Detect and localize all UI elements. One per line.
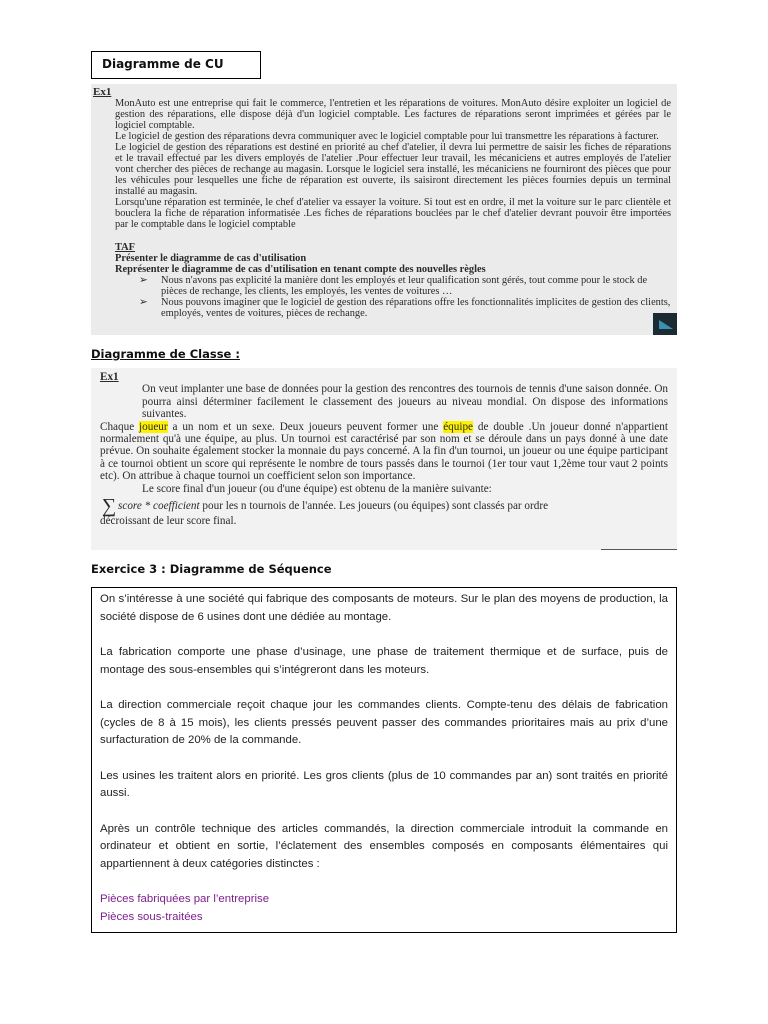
sequence-paragraph: La fabrication comporte une phase d’usinage, une phase de traitement thermique et de surface, puis de montage des sous-ensembles qui s’intégreront dans les moteurs. bbox=[100, 646, 668, 676]
classe-ex-label: Ex1 bbox=[100, 371, 119, 383]
classe-paragraph: On veut implanter une base de données pour la gestion des rencontres des tournois de tennis d'une saison donnée. On pourra ainsi déterminer facilement le classement des joueurs au niveau mondial. On dispose des informations suivantes. bbox=[142, 383, 668, 421]
sigma-symbol: ∑ bbox=[101, 495, 117, 518]
formula-row bbox=[100, 495, 668, 518]
formula: score * coefficient pour les n tournois de l'année. Les joueurs (ou équipes) sont classés par ordre bbox=[118, 499, 549, 512]
highlight-joueur: joueur bbox=[139, 420, 168, 433]
classe-paragraph: Chaque joueur a un nom et un sexe. Deux joueurs peuvent former une équipe de double .Un joueur donné n'appartient normalement qu'à une équipe, au plus. Un tournoi est caractérisé par son nom et se déroule dans un pays donné à une date prévue. On souhaite également stocker la monnaie du pays concerné. A la fin d'un tournoi, un joueur ou une équipe participant à ce tournoi obtient un score qui représente le nombre de tours passés dans le tournoi (1er tour vaut 1,2ème tour vaut 2 points etc). On attribue à chaque tournoi un coefficient selon son importance. bbox=[100, 420, 668, 483]
bullet-item bbox=[93, 275, 671, 297]
sequence-paragraph: Les usines les traitent alors en priorité. Les gros clients (plus de 10 commandes par an) sont traités en priorité aussi. bbox=[100, 769, 668, 799]
cu-paragraph: MonAuto est une entreprise qui fait le commerce, l'entretien et les réparations de voitures. MonAuto désire exploiter un logiciel de gestion des réparations, elle dispose déjà d'un logiciel comptable. Les factures de réparations seront imprimées et gérées par le logiciel comptable. bbox=[115, 98, 671, 131]
category-item: Pièces fabriquées par l’entreprise bbox=[100, 893, 270, 905]
cu-title: Diagramme de CU bbox=[102, 57, 224, 71]
cu-paragraph: Lorsqu'une réparation est terminée, le chef d'atelier va essayer la voiture. Si tout est en ordre, il met la voiture sur le parc clientèle et bouclera la fiche de réparation informatisée .Les fiches de réparations bouclées par le chef d'atelier devrant pouvoir être importées par le comptable dans le logiciel comptable bbox=[115, 197, 671, 230]
taf-label: TAF bbox=[115, 242, 136, 253]
cu-exercise-image bbox=[91, 84, 677, 335]
classe-paragraph: Le score final d'un joueur (ou d'une équipe) est obtenu de la manière suivante: bbox=[142, 482, 492, 495]
bullet-text: Nous pouvons imaginer que le logiciel de gestion des réparations offre les fonctionnalités implicites de gestion des clients, employés, ventes de voitures, pièces de rechange. bbox=[161, 297, 671, 319]
classe-exercise-image bbox=[91, 368, 677, 550]
taf-item: Présenter le diagramme de cas d'utilisation bbox=[115, 253, 307, 264]
category-item: Pièces sous-traitées bbox=[100, 910, 203, 923]
bullet-item bbox=[93, 297, 671, 319]
classe-heading: Diagramme de Classe : bbox=[91, 347, 240, 361]
sequence-paragraph: On s’intéresse à une société qui fabrique des composants de moteurs. Sur le plan des moyens de production, la société dispose de 6 usines dont une dédiée au montage. bbox=[100, 593, 668, 623]
sequence-paragraph: Après un contrôle technique des articles commandés, la direction commerciale introduit la commande en ordinateur et obtient en sortie, l’éclatement des ensembles composés en composants élémentaires qui appartiennent à deux catégories distinctes : bbox=[100, 822, 668, 870]
play-icon[interactable] bbox=[653, 313, 677, 335]
highlight-equipe: équipe bbox=[443, 420, 474, 433]
sequence-paragraph: La direction commerciale reçoit chaque jour les commandes clients. Compte-tenu des délais de fabrication (cycles de 8 à 15 mois), les clients pressés peuvent passer des commandes prioritaires mais au prix d’une surfacturation de 20% de la commande. bbox=[100, 699, 668, 746]
cu-paragraph: Le logiciel de gestion des réparations devra communiquer avec le logiciel comptable pour lui transmettre les réparations à facturer. bbox=[115, 131, 659, 142]
cu-paragraph: Le logiciel de gestion des réparations est destiné en priorité au chef d'atelier, il devra lui permettre de saisir les fiches de réparations et le travail effectué par les divers employés de l'atelier .Pour effectuer leur travail, les mécaniciens et autres employés de l'atelier vont chercher des pièces de rechange au magasin. Lorsque le logiciel sera installé, les mécaniciens ne fourniront des pièces que pour les véhicules pour lesquelles une fiche de réparation est ouverte, ils saisiront directement les pièces fournies depuis un terminal installé au magasin. bbox=[115, 142, 671, 197]
divider bbox=[601, 549, 677, 550]
taf-item: Représenter le diagramme de cas d'utilisation en tenant compte des nouvelles règles bbox=[115, 264, 486, 275]
arrow-bullet-icon: ➢ bbox=[139, 275, 148, 286]
bullet-text: Nous n'avons pas explicité la manière dont les employés et leur qualification sont gérés, tout comme pour le stock de pièces de rechange, les clients, les employés, les ventes de voitures … bbox=[161, 275, 648, 297]
cu-title-box bbox=[91, 51, 261, 79]
classe-paragraph: décroissant de leur score final. bbox=[100, 515, 237, 528]
cu-ex-label: Ex1 bbox=[93, 86, 112, 98]
sequence-heading: Exercice 3 : Diagramme de Séquence bbox=[91, 562, 332, 576]
arrow-bullet-icon: ➢ bbox=[139, 297, 148, 308]
sequence-exercise-box bbox=[91, 587, 677, 933]
